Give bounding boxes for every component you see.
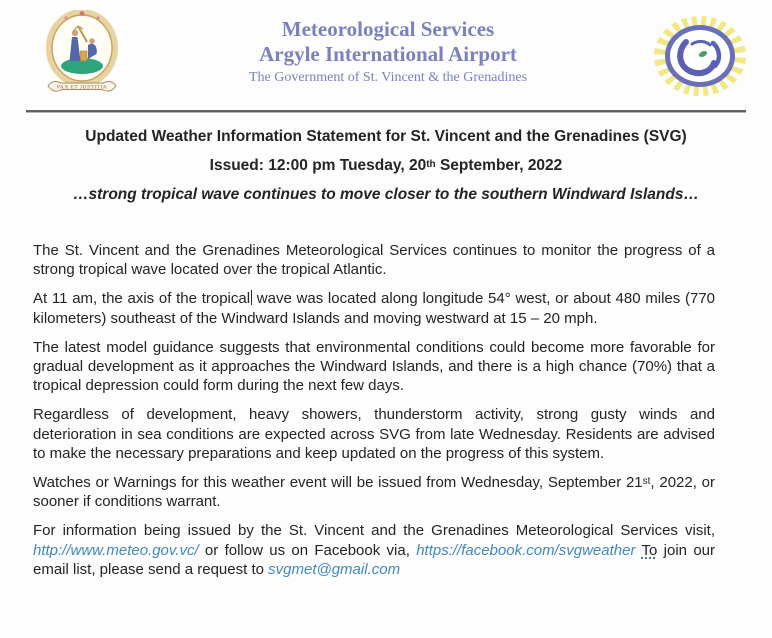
document-header bbox=[0, 0, 772, 102]
p6-text-3: join our email list, please send a request to bbox=[33, 541, 715, 578]
paragraph-impacts[interactable]: Regardless of development, heavy showers, thunderstorm activity, strong gusty winds and deterioration in sea conditions are expected across SVG from late Wednesday. Residents are advised to make the necessary preparations and keep updated on the progress of this system. bbox=[33, 406, 715, 462]
crest-motto-text: PAX ET JUSTITIA bbox=[56, 84, 108, 91]
paragraph-monitoring[interactable]: The St. Vincent and the Grenadines Meteorological Services continues to monitor the progress of a strong tropical wave located over the tropical Atlantic. bbox=[33, 242, 715, 279]
org-name: Meteorological Services bbox=[281, 16, 495, 41]
p5-ordinal-superscript: st bbox=[642, 476, 651, 488]
grammar-flagged-word: To bbox=[641, 541, 658, 559]
issued-line[interactable] bbox=[0, 158, 772, 174]
headline-tagline[interactable]: …strong tropical wave continues to move closer to the southern Windward Islands… bbox=[73, 186, 699, 203]
issued-prefix: Issued: 12:00 pm Tuesday, 20 bbox=[209, 157, 427, 174]
airport-name: Argyle International Airport bbox=[259, 42, 517, 67]
p5-suffix: , 2022, or sooner if conditions warrant. bbox=[33, 474, 715, 511]
p6-text-1: For information being issued by the St. Vincent and the Grenadines Meteorological Services visit, bbox=[33, 522, 715, 540]
email-link[interactable]: svgmet@gmail.com bbox=[268, 560, 401, 578]
paragraph-wave-position[interactable] bbox=[33, 289, 715, 327]
paragraph-model-guidance[interactable]: The latest model guidance suggests that environmental conditions could become more favorable for gradual development as it approaches the Windward Islands, and there is a high chance (70%) that a tropical depression could form during the next few days. bbox=[33, 338, 715, 395]
title-block bbox=[0, 129, 772, 203]
issued-ordinal-superscript: th bbox=[426, 159, 436, 170]
coat-of-arms-icon bbox=[42, 10, 122, 102]
cyclone-badge bbox=[665, 25, 735, 87]
p2-text-before-cursor: At 11 am, the axis of the tropical bbox=[33, 290, 251, 308]
header-divider bbox=[26, 110, 746, 113]
paragraph-contact-info[interactable] bbox=[33, 521, 715, 579]
government-line: The Government of St. Vincent & the Grenadines bbox=[248, 70, 528, 86]
document-title[interactable]: Updated Weather Information Statement for St. Vincent and the Grenadines (SVG) bbox=[85, 128, 687, 145]
met-services-sun-logo-icon bbox=[654, 16, 746, 96]
p2-text-after-cursor: wave was located along longitude 54° west, or about 480 miles (770 kilometers) southeast of the Windward Islands and moving westward at 15 – 20 mph. bbox=[33, 290, 716, 327]
facebook-link[interactable]: https://facebook.com/svgweather bbox=[416, 541, 636, 559]
document-body bbox=[33, 241, 715, 579]
p6-text-2: or follow us on Facebook via, bbox=[198, 541, 417, 559]
issued-suffix: September, 2022 bbox=[435, 157, 563, 174]
p5-prefix: Watches or Warnings for this weather event will be issued from Wednesday, September 21 bbox=[33, 474, 643, 492]
header-titles bbox=[122, 17, 654, 95]
paragraph-watches-warnings[interactable] bbox=[33, 473, 715, 511]
meteo-website-link[interactable]: http://www.meteo.gov.vc/ bbox=[33, 541, 199, 559]
